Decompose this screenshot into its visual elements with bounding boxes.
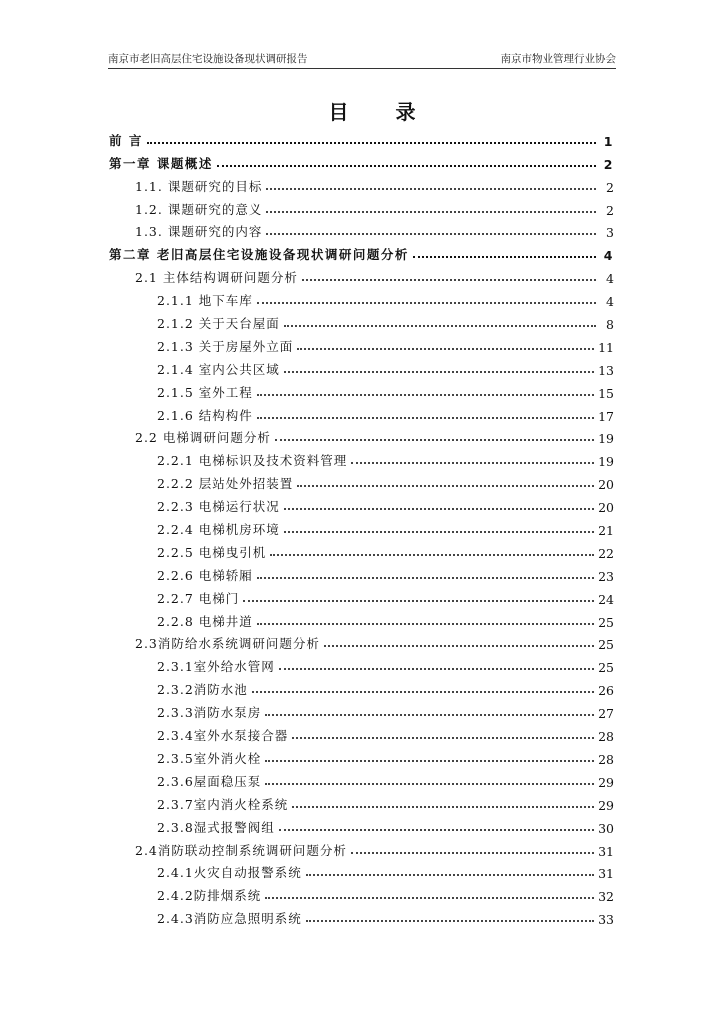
toc-leader-dots bbox=[243, 600, 594, 602]
toc-leader-dots bbox=[297, 485, 594, 487]
toc-entry-page: 31 bbox=[598, 866, 614, 882]
toc-entry[interactable] bbox=[109, 218, 614, 241]
toc-entry-page: 20 bbox=[598, 500, 614, 516]
toc-leader-dots bbox=[265, 714, 594, 716]
toc-entry[interactable] bbox=[109, 469, 614, 492]
toc-entry[interactable] bbox=[109, 309, 614, 332]
toc-leader-dots bbox=[351, 462, 594, 464]
toc-entry[interactable] bbox=[109, 813, 614, 836]
toc-entry-label: 2.3.6屋面稳压泵 bbox=[157, 773, 262, 789]
toc-leader-dots bbox=[257, 623, 594, 625]
toc-entry-page: 11 bbox=[598, 339, 614, 355]
toc-entry[interactable] bbox=[109, 149, 614, 172]
toc-entry-page: 3 bbox=[606, 225, 614, 241]
toc-leader-dots bbox=[324, 645, 594, 647]
toc-entry-label: 2.1.3 关于房屋外立面 bbox=[157, 338, 294, 354]
toc-entry-label: 2.1.2 关于天台屋面 bbox=[157, 316, 280, 332]
toc-entry-label: 2.3.3消防水泵房 bbox=[157, 705, 262, 721]
toc-entry[interactable] bbox=[109, 859, 614, 882]
toc-entry[interactable] bbox=[109, 446, 614, 469]
running-header bbox=[108, 50, 616, 66]
toc-entry[interactable] bbox=[109, 515, 614, 538]
toc-entry-page: 25 bbox=[598, 660, 614, 676]
toc-entry-label: 2.4消防联动控制系统调研问题分析 bbox=[135, 842, 347, 858]
toc-entry-label: 2.1.5 室外工程 bbox=[157, 384, 253, 400]
toc-leader-dots bbox=[284, 508, 594, 510]
toc-entry-page: 17 bbox=[598, 408, 614, 424]
toc-entry[interactable] bbox=[109, 652, 614, 675]
toc-leader-dots bbox=[257, 577, 594, 579]
toc-leader-dots bbox=[279, 829, 594, 831]
toc-entry-label: 2.4.1火灾自动报警系统 bbox=[157, 865, 302, 881]
header-left-title: 南京市老旧高层住宅设施设备现状调研报告 bbox=[108, 53, 308, 65]
toc-entry-page: 27 bbox=[598, 706, 614, 722]
toc-title: 目 录 bbox=[328, 100, 436, 124]
toc-entry[interactable] bbox=[109, 698, 614, 721]
toc-entry-label: 2.1.4 室内公共区域 bbox=[157, 361, 280, 377]
toc-entry-page: 32 bbox=[598, 889, 614, 905]
toc-entry[interactable] bbox=[109, 675, 614, 698]
toc-entry-label: 2.2.3 电梯运行状况 bbox=[157, 499, 280, 515]
toc-entry-page: 19 bbox=[598, 454, 614, 470]
toc-entry-page: 23 bbox=[598, 568, 614, 584]
toc-entry-label: 1.1. 课题研究的目标 bbox=[135, 178, 263, 194]
toc-entry[interactable] bbox=[109, 904, 614, 927]
toc-entry-label: 2.2.7 电梯门 bbox=[157, 590, 240, 606]
toc-entry-page: 26 bbox=[598, 683, 614, 699]
toc-leader-dots bbox=[279, 668, 594, 670]
toc-entry[interactable] bbox=[109, 126, 614, 149]
toc-leader-dots bbox=[413, 256, 596, 258]
toc-entry-page: 19 bbox=[598, 431, 614, 447]
table-of-contents bbox=[109, 126, 614, 927]
toc-entry-page: 4 bbox=[606, 271, 614, 287]
toc-entry-label: 1.2. 课题研究的意义 bbox=[135, 201, 263, 217]
toc-leader-dots bbox=[147, 142, 596, 144]
toc-entry-label: 2.2.8 电梯井道 bbox=[157, 613, 253, 629]
toc-leader-dots bbox=[275, 439, 594, 441]
toc-leader-dots bbox=[292, 737, 594, 739]
toc-entry-label: 1.3. 课题研究的内容 bbox=[135, 224, 263, 240]
toc-entry-label: 2.3.8湿式报警阀组 bbox=[157, 819, 275, 835]
toc-entry-label: 2.1 主体结构调研问题分析 bbox=[135, 270, 298, 286]
toc-leader-dots bbox=[265, 897, 594, 899]
toc-leader-dots bbox=[306, 920, 594, 922]
toc-leader-dots bbox=[252, 691, 594, 693]
toc-entry-label: 2.2.2 层站处外招装置 bbox=[157, 476, 294, 492]
toc-entry-label: 2.3.5室外消火栓 bbox=[157, 750, 262, 766]
toc-entry-page: 30 bbox=[598, 820, 614, 836]
toc-entry-label: 2.2.4 电梯机房环境 bbox=[157, 522, 280, 538]
toc-entry-label: 2.4.2防排烟系统 bbox=[157, 888, 262, 904]
toc-entry-label: 第一章 课题概述 bbox=[109, 155, 213, 171]
toc-entry-label: 2.1.6 结构构件 bbox=[157, 407, 253, 423]
toc-entry[interactable] bbox=[109, 240, 614, 263]
toc-entry-label: 2.1.1 地下车库 bbox=[157, 293, 253, 309]
toc-entry[interactable] bbox=[109, 790, 614, 813]
toc-entry[interactable] bbox=[109, 332, 614, 355]
toc-entry-page: 29 bbox=[598, 797, 614, 813]
toc-leader-dots bbox=[284, 371, 594, 373]
toc-leader-dots bbox=[351, 852, 594, 854]
toc-entry-page: 15 bbox=[598, 385, 614, 401]
toc-entry[interactable] bbox=[109, 561, 614, 584]
toc-leader-dots bbox=[257, 394, 594, 396]
toc-entry-label: 2.2.1 电梯标识及技术资料管理 bbox=[157, 453, 348, 469]
toc-entry-label: 2.2.5 电梯曳引机 bbox=[157, 544, 267, 560]
toc-entry-label: 2.4.3消防应急照明系统 bbox=[157, 911, 302, 927]
toc-entry[interactable] bbox=[109, 607, 614, 630]
toc-leader-dots bbox=[292, 806, 594, 808]
toc-entry[interactable] bbox=[109, 172, 614, 195]
toc-entry-page: 31 bbox=[598, 843, 614, 859]
toc-entry[interactable] bbox=[109, 721, 614, 744]
toc-entry-page: 4 bbox=[606, 294, 614, 310]
toc-entry-page: 33 bbox=[598, 912, 614, 928]
toc-entry-page: 8 bbox=[606, 317, 614, 333]
toc-entry-page: 22 bbox=[598, 545, 614, 561]
toc-entry[interactable] bbox=[109, 881, 614, 904]
toc-entry-page: 13 bbox=[598, 362, 614, 378]
toc-entry-label: 2.3.4室外水泵接合器 bbox=[157, 728, 289, 744]
toc-entry[interactable] bbox=[109, 538, 614, 561]
toc-entry[interactable] bbox=[109, 263, 614, 286]
toc-entry-page: 2 bbox=[606, 202, 614, 218]
toc-leader-dots bbox=[297, 348, 594, 350]
toc-entry[interactable] bbox=[109, 355, 614, 378]
toc-leader-dots bbox=[265, 760, 594, 762]
toc-leader-dots bbox=[270, 554, 594, 556]
toc-entry-page: 2 bbox=[606, 179, 614, 195]
toc-entry-label: 第二章 老旧高层住宅设施设备现状调研问题分析 bbox=[109, 247, 409, 263]
toc-entry-label: 2.3消防给水系统调研问题分析 bbox=[135, 636, 320, 652]
toc-entry-page: 29 bbox=[598, 774, 614, 790]
toc-entry-page: 2 bbox=[603, 156, 614, 172]
toc-entry-page: 20 bbox=[598, 477, 614, 493]
toc-entry[interactable] bbox=[109, 492, 614, 515]
toc-entry[interactable] bbox=[109, 584, 614, 607]
toc-leader-dots bbox=[257, 417, 594, 419]
header-right-org: 南京市物业管理行业协会 bbox=[500, 53, 616, 65]
toc-entry[interactable] bbox=[109, 630, 614, 653]
toc-leader-dots bbox=[266, 188, 596, 190]
toc-entry-page: 21 bbox=[598, 523, 614, 539]
toc-entry-page: 4 bbox=[603, 248, 614, 264]
toc-entry[interactable] bbox=[109, 836, 614, 859]
toc-entry-page: 28 bbox=[598, 751, 614, 767]
toc-leader-dots bbox=[266, 233, 596, 235]
toc-entry-page: 1 bbox=[603, 133, 614, 149]
toc-leader-dots bbox=[306, 874, 594, 876]
toc-entry-label: 前 言 bbox=[109, 132, 143, 148]
toc-leader-dots bbox=[257, 302, 596, 304]
toc-entry[interactable] bbox=[109, 195, 614, 218]
toc-leader-dots bbox=[266, 211, 596, 213]
toc-leader-dots bbox=[284, 531, 594, 533]
toc-entry-page: 25 bbox=[598, 614, 614, 630]
header-divider bbox=[108, 68, 616, 69]
toc-entry-page: 25 bbox=[598, 637, 614, 653]
toc-entry-label: 2.3.1室外给水管网 bbox=[157, 659, 275, 675]
toc-leader-dots bbox=[302, 279, 596, 281]
toc-leader-dots bbox=[217, 165, 596, 167]
toc-entry-label: 2.3.2消防水池 bbox=[157, 682, 248, 698]
toc-entry[interactable] bbox=[109, 744, 614, 767]
toc-entry[interactable] bbox=[109, 286, 614, 309]
toc-leader-dots bbox=[284, 325, 596, 327]
toc-entry[interactable] bbox=[109, 767, 614, 790]
toc-leader-dots bbox=[265, 783, 594, 785]
toc-entry-label: 2.3.7室内消火栓系统 bbox=[157, 796, 289, 812]
toc-entry[interactable] bbox=[109, 378, 614, 401]
toc-entry[interactable] bbox=[109, 401, 614, 424]
toc-entry-label: 2.2.6 电梯轿厢 bbox=[157, 567, 253, 583]
toc-entry[interactable] bbox=[109, 424, 614, 447]
toc-entry-page: 24 bbox=[598, 591, 614, 607]
toc-entry-label: 2.2 电梯调研问题分析 bbox=[135, 430, 271, 446]
toc-entry-page: 28 bbox=[598, 729, 614, 745]
